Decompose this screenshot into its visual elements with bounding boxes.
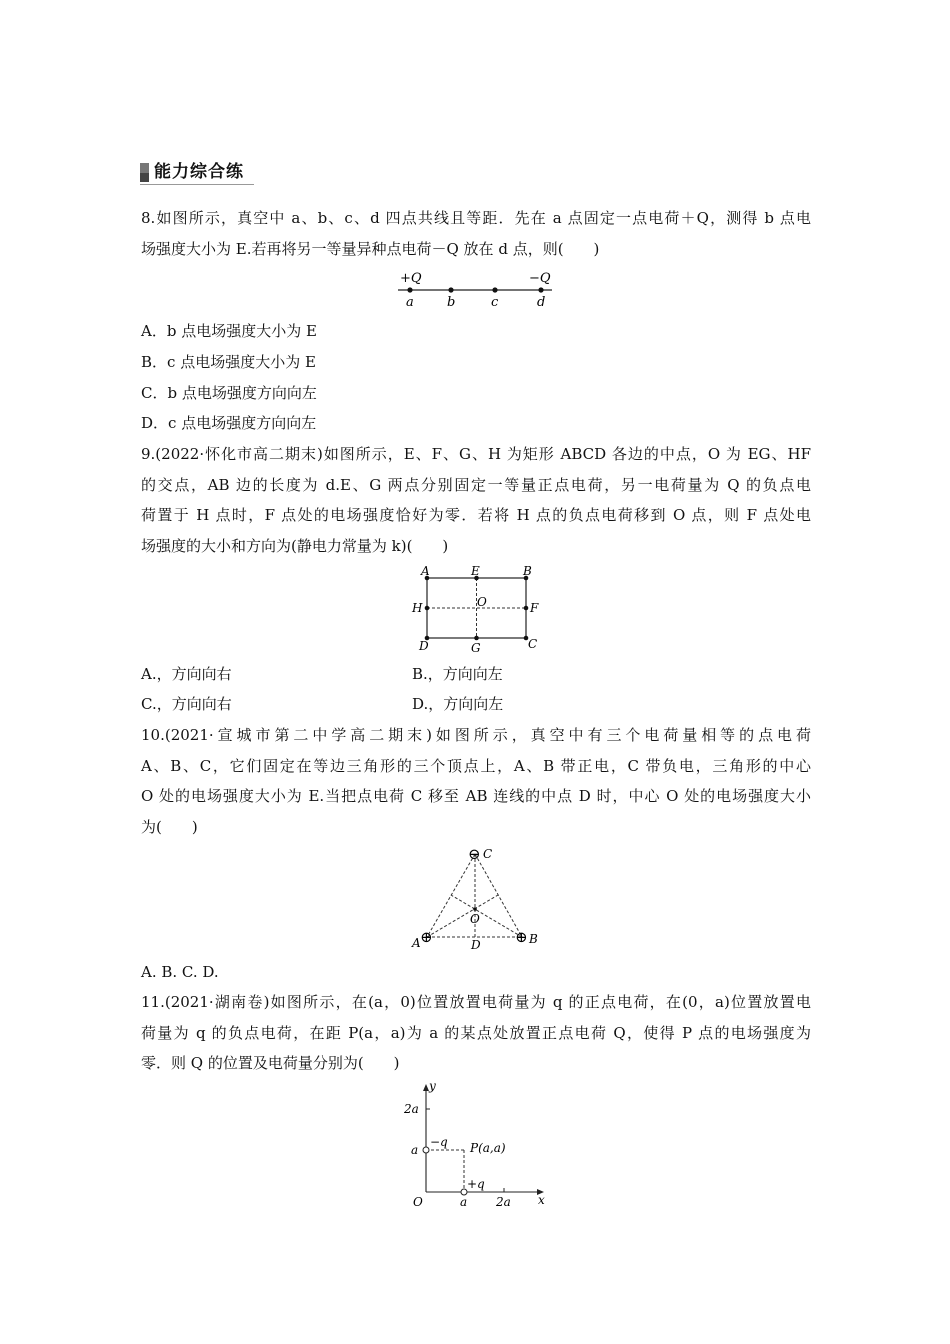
q11-axis-x-label: x [538, 1193, 545, 1207]
q8-figure [390, 268, 560, 312]
q11-text-line2: 荷量为 q 的负点电荷，在距 P(a，a)为 a 的某点处放置正点电荷 Q，使得 P 点的电场强度为 [141, 1024, 811, 1042]
q10-center-dot [473, 907, 477, 911]
q10-figure [408, 843, 548, 951]
q8-point-b-dot [448, 287, 453, 292]
q11-text-line3: 零．则 Q 的位置及电荷量分别为( ) [141, 1054, 400, 1072]
q9-text-line2: 的交点，AB 边的长度为 d.E、G 两点分别固定一等量正点电荷，另一电荷量为 Q 的负点电 [141, 476, 811, 494]
q11-pos-charge-label: +q [467, 1177, 485, 1191]
q9-figure [408, 564, 548, 654]
q8-option-a: A．b 点电场强度大小为 E [141, 322, 317, 340]
q11-tick-label-x-a: a [460, 1195, 468, 1209]
q11-tick-label-y-2a: 2a [404, 1102, 419, 1116]
q10-charge-a-icon: ⊕ [420, 928, 433, 946]
q9-label-c: C [528, 637, 538, 651]
q9-label-d: D [419, 639, 429, 653]
section-underline [140, 184, 254, 185]
q9-option-b: B.，方向向左 [412, 665, 503, 683]
q11-tick-label-x-2a: 2a [496, 1195, 511, 1209]
q9-option-d: D.，方向向左 [412, 695, 504, 713]
q10-text-line2: A、B、C，它们固定在等边三角形的三个顶点上，A、B 带正电，C 带负电，三角形的中心 [141, 757, 811, 775]
q8-option-b: B．c 点电场强度大小为 E [141, 353, 316, 371]
q9-option-c: C.，方向向右 [141, 695, 232, 713]
q11-tick-label-y-a: a [411, 1143, 419, 1157]
q8-text-line2: 场强度大小为 E.若再将另一等量异种点电荷－Q 放在 d 点，则( ) [141, 240, 600, 258]
q10-label-c: C [483, 847, 493, 861]
q8-label-c: c [491, 295, 499, 310]
q8-option-d: D．c 点电场强度方向向左 [141, 414, 317, 432]
q10-side-cb [475, 854, 522, 937]
q10-text-line4: 为( ) [141, 818, 198, 836]
q10-label-o: O [470, 912, 480, 926]
q8-label-d: d [537, 295, 546, 310]
q9-label-f: F [530, 601, 539, 615]
q9-label-b: B [523, 564, 532, 578]
q10-charge-b-icon: ⊕ [515, 928, 528, 946]
q10-label-a: A [412, 936, 421, 950]
q9-dot-g [474, 636, 479, 641]
q8-option-c: C．b 点电场强度方向向左 [141, 384, 317, 402]
q8-point-c-dot [492, 287, 497, 292]
q11-point-p-label: P(a,a) [470, 1141, 506, 1155]
q10-text-line3: O 处的电场强度大小为 E.当把点电荷 C 移至 AB 连线的中点 D 时，中心 O 处的电场强度大小 [141, 787, 811, 805]
section-header [140, 160, 255, 186]
q10-text-line1: 10.(2021·宣城市第二中学高二期末)如图所示，真空中有三个电荷量相等的点电荷 [141, 726, 811, 744]
section-marker-icon-dark [140, 173, 149, 182]
q9-label-a: A [421, 564, 430, 578]
q9-label-h: H [412, 601, 423, 615]
q9-label-g: G [471, 641, 481, 654]
q11-origin-label: O [413, 1195, 423, 1209]
q8-label-b: b [447, 295, 456, 310]
q10-options: A. B. C. D. [141, 963, 219, 981]
q8-charge-d: −Q [529, 271, 551, 286]
q9-text-line4: 场强度的大小和方向为(静电力常量为 k)( ) [141, 537, 449, 555]
q9-text-line1: 9.(2022·怀化市高二期末)如图所示，E、F、G、H 为矩形 ABCD 各边的中点，O 为 EG、HF [141, 445, 811, 463]
q10-label-b: B [529, 932, 538, 946]
q11-text-line1: 11.(2021·湖南卷)如图所示，在(a，0)位置放置电荷量为 q 的正点电荷，在(0，a)位置放置电 [141, 993, 811, 1011]
q9-label-o: O [477, 595, 487, 609]
q8-label-a: a [406, 295, 414, 310]
q9-label-e: E [471, 564, 480, 578]
q10-charge-c-icon: ⊖ [468, 845, 481, 863]
q11-neg-charge-label: −q [430, 1135, 448, 1149]
q11-negative-charge [423, 1147, 429, 1153]
q9-text-line3: 荷置于 H 点时，F 点处的电场强度恰好为零．若将 H 点的负点电荷移到 O 点，则 F 点处电 [141, 506, 811, 524]
q8-point-a-dot [407, 287, 412, 292]
q11-figure [400, 1078, 560, 1210]
section-title: 能力综合练 [154, 162, 244, 182]
q8-text-line1: 8.如图所示，真空中 a、b、c、d 四点共线且等距．先在 a 点固定一点电荷＋Q，测得 b 点电 [141, 209, 811, 227]
q8-charge-a: +Q [400, 271, 422, 286]
q9-dot-h [425, 606, 430, 611]
q8-point-d-dot [538, 287, 543, 292]
q9-option-a: A.，方向向右 [141, 665, 232, 683]
q11-axis-y-label: y [429, 1079, 436, 1093]
q10-label-d: D [471, 938, 481, 951]
q9-dot-f [524, 606, 529, 611]
